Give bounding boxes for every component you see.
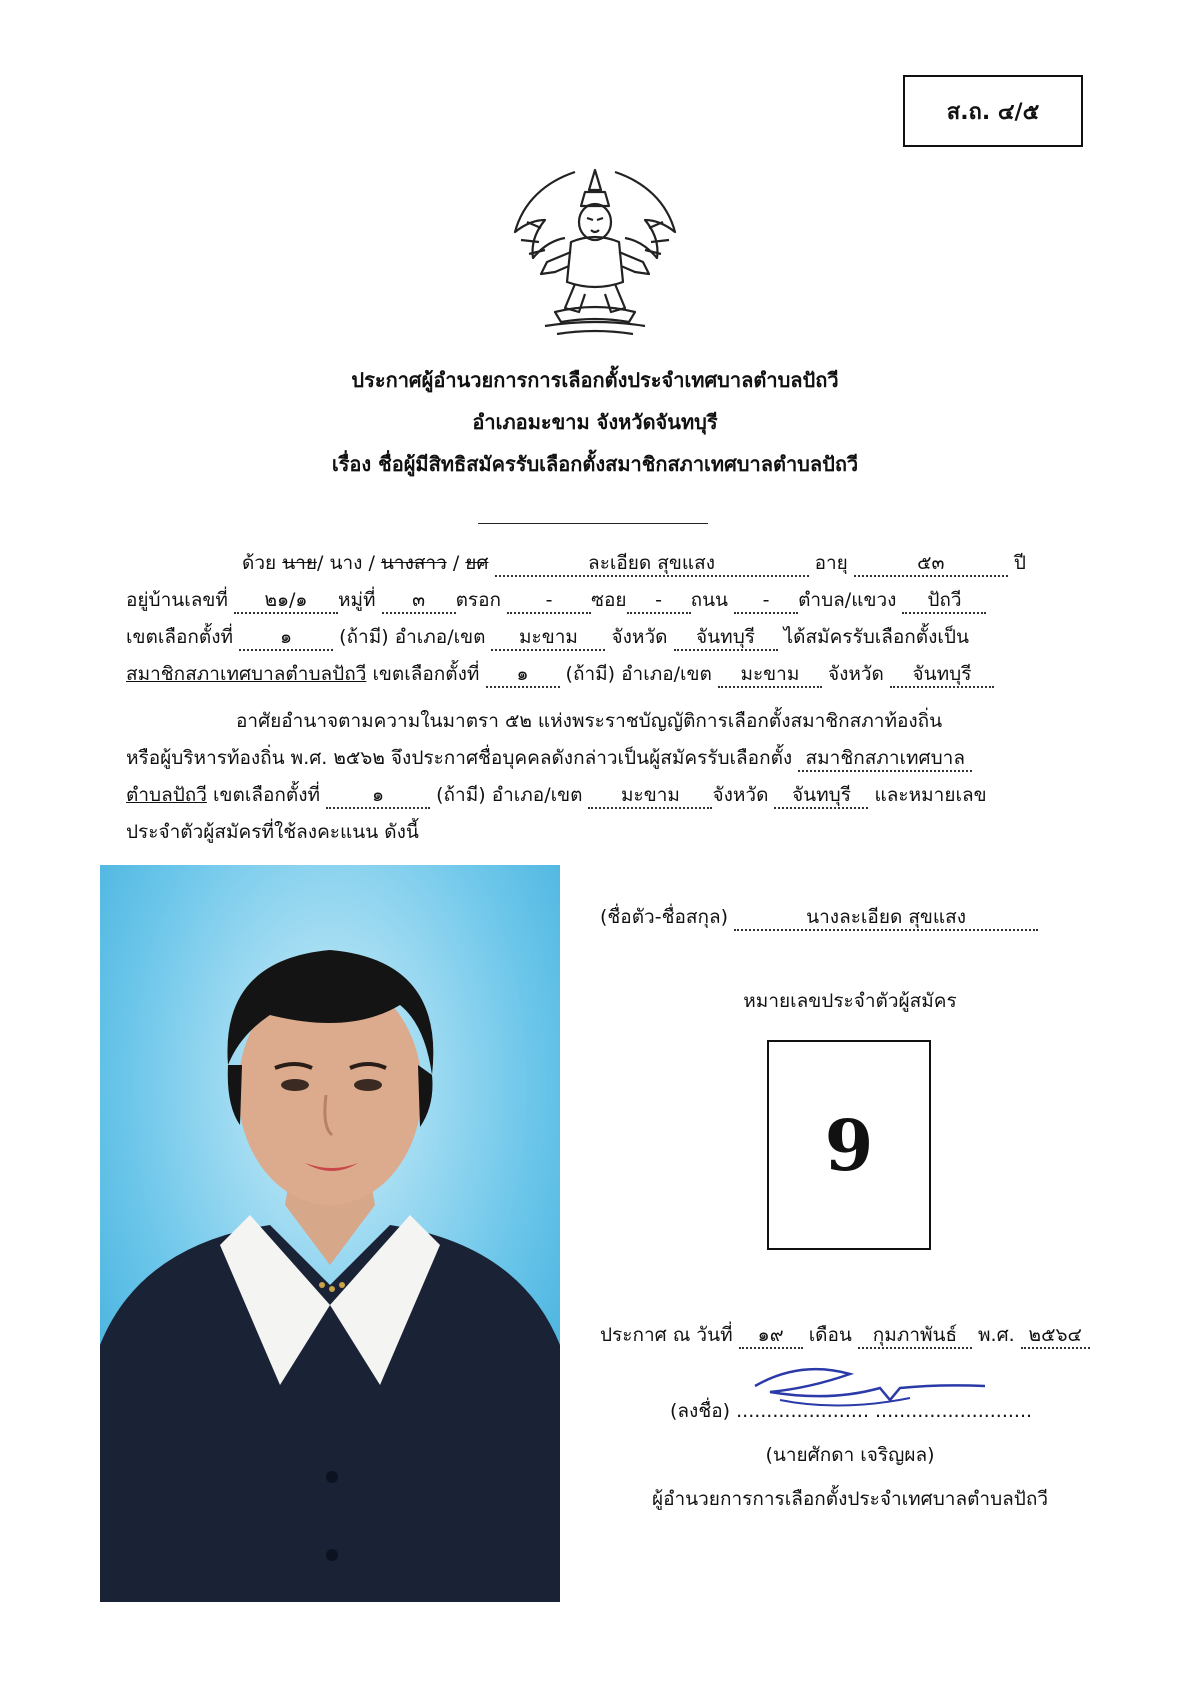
announce-year: ๒๕๖๔ — [1021, 1325, 1090, 1349]
zone-value: ๑ — [239, 627, 333, 651]
announce-day: ๑๙ — [739, 1325, 803, 1349]
para2-text1: อาศัยอำนาจตามความในมาตรา ๕๒ แห่งพระราชบัญญัติการเลือกตั้งสมาชิกสภาท้องถิ่น — [236, 710, 943, 732]
para2-text4: ประจำตัวผู้สมัครที่ใช้ลงคะแนน ดังนี้ — [126, 821, 419, 843]
signer-name: (นายศักดา เจริญผล) — [765, 1444, 935, 1466]
zone2-label: เขตเลือกตั้งที่ — [372, 663, 480, 685]
para1-line3 — [126, 622, 1056, 652]
para2-province-label: จังหวัด — [712, 784, 769, 806]
para1-line2 — [126, 585, 1056, 615]
para2-line2 — [126, 743, 1056, 773]
soi-value: - — [627, 590, 691, 614]
soi-label: ซอย — [591, 589, 627, 611]
month-label: เดือน — [808, 1324, 852, 1346]
announce-month: กุมภาพันธ์ — [858, 1325, 972, 1349]
para2-line4 — [126, 817, 1056, 847]
moo-value: ๓ — [382, 590, 456, 614]
candidate-number: 9 — [824, 1103, 874, 1187]
para2-zone-label: เขตเลือกตั้งที่ — [213, 784, 321, 806]
header-title-2: อำเภอมะขาม จังหวัดจันทบุรี — [472, 410, 718, 434]
title-rank: ยศ — [465, 552, 489, 574]
sep: / — [452, 552, 460, 574]
if-any2: (ถ้ามี) — [565, 663, 616, 685]
form-code: ส.ถ. ๔/๕ — [946, 99, 1040, 125]
garuda-emblem — [505, 162, 685, 344]
candidate-photo — [100, 865, 560, 1602]
sep: / — [317, 552, 324, 574]
para1-line1 — [126, 548, 1056, 578]
title-miss: นางสาว — [380, 552, 447, 574]
province-label: จังหวัด — [611, 626, 668, 648]
para1-line4 — [126, 659, 1056, 689]
province2-value: จันทบุรี — [890, 664, 994, 688]
zone-label: เขตเลือกตั้งที่ — [126, 626, 234, 648]
lead-text: ด้วย — [242, 552, 277, 574]
house-label: อยู่บ้านเลขที่ — [126, 589, 228, 611]
para2-text2a: หรือผู้บริหารท้องถิ่น พ.ศ. ๒๕๖๒ จึงประกาศชื่อบุคคลดังกล่าวเป็นผู้สมัครรับเลือกตั้ง — [126, 747, 793, 769]
subdistrict-value: ปัถวี — [902, 590, 986, 614]
para2-province: จันทบุรี — [774, 785, 868, 809]
form-code-box — [903, 75, 1083, 147]
moo-label: หมู่ที่ — [337, 589, 376, 611]
district-value: มะขาม — [491, 627, 605, 651]
para2-if-any: (ถ้ามี) — [436, 784, 486, 806]
position-text: สมาชิกสภาเทศบาลตำบลปัถวี — [126, 663, 367, 685]
para2-subdistrict: ตำบลปัถวี — [126, 784, 207, 806]
province-value: จันทบุรี — [674, 627, 778, 651]
if-any: (ถ้ามี) — [339, 626, 389, 648]
road-value: - — [734, 590, 798, 614]
signature-scribble — [740, 1358, 1000, 1418]
age-label: อายุ — [814, 552, 848, 574]
trok-label: ตรอก — [455, 589, 502, 611]
name-label: (ชื่อตัว-ชื่อสกุล) — [600, 906, 729, 928]
province2-label: จังหวัด — [827, 663, 884, 685]
year-label: ปี — [1013, 552, 1026, 574]
district-label: อำเภอ/เขต — [394, 626, 486, 648]
candidate-name: นางละเอียด สุขแสง — [734, 907, 1038, 931]
candidate-name-row — [600, 902, 1038, 932]
announce-label: ประกาศ ณ วันที่ — [600, 1324, 733, 1346]
year-label: พ.ศ. — [978, 1324, 1015, 1346]
para2-zone: ๑ — [326, 785, 430, 809]
header-divider — [478, 523, 708, 524]
trok-value: - — [507, 590, 591, 614]
announce-row — [600, 1320, 1090, 1350]
candidate-number-box — [767, 1040, 931, 1250]
subdistrict-label: ตำบล/แขวง — [798, 589, 897, 611]
para2-line3 — [126, 780, 1056, 810]
road-label: ถนน — [690, 589, 729, 611]
para2-district-label: อำเภอ/เขต — [491, 784, 583, 806]
number-label: หมายเลขประจำตัวผู้สมัคร — [743, 990, 957, 1012]
signature-label: (ลงชื่อ) — [670, 1400, 731, 1422]
header-title-1: ประกาศผู้อำนวยการการเลือกตั้งประจำเทศบาลตำบลปัถวี — [351, 368, 839, 392]
header-title-3: เรื่อง ชื่อผู้มีสิทธิสมัครรับเลือกตั้งสมาชิกสภาเทศบาลตำบลปัถวี — [331, 452, 859, 476]
district2-label: อำเภอ/เขต — [621, 663, 712, 685]
title-mrs: นาง — [329, 552, 363, 574]
signer-position: ผู้อำนวยการการเลือกตั้งประจำเทศบาลตำบลปัถวี — [651, 1488, 1049, 1510]
district2-value: มะขาม — [718, 664, 822, 688]
house-no: ๒๑/๑ — [234, 590, 338, 614]
signature-dots: ...................... .......................... — [736, 1400, 1033, 1422]
zone2-value: ๑ — [486, 664, 560, 688]
para2-district: มะขาม — [588, 785, 712, 809]
applied-text: ได้สมัครรับเลือกตั้งเป็น — [783, 626, 969, 648]
sep: / — [368, 552, 375, 574]
para2-line1 — [126, 706, 1056, 736]
title-mr: นาย — [282, 552, 318, 574]
para2-and-no: และหมายเลข — [874, 784, 987, 806]
age-value: ๕๓ — [854, 553, 1008, 577]
para2-position: สมาชิกสภาเทศบาล — [798, 748, 972, 772]
applicant-name: ละเอียด สุขแสง — [495, 553, 809, 577]
